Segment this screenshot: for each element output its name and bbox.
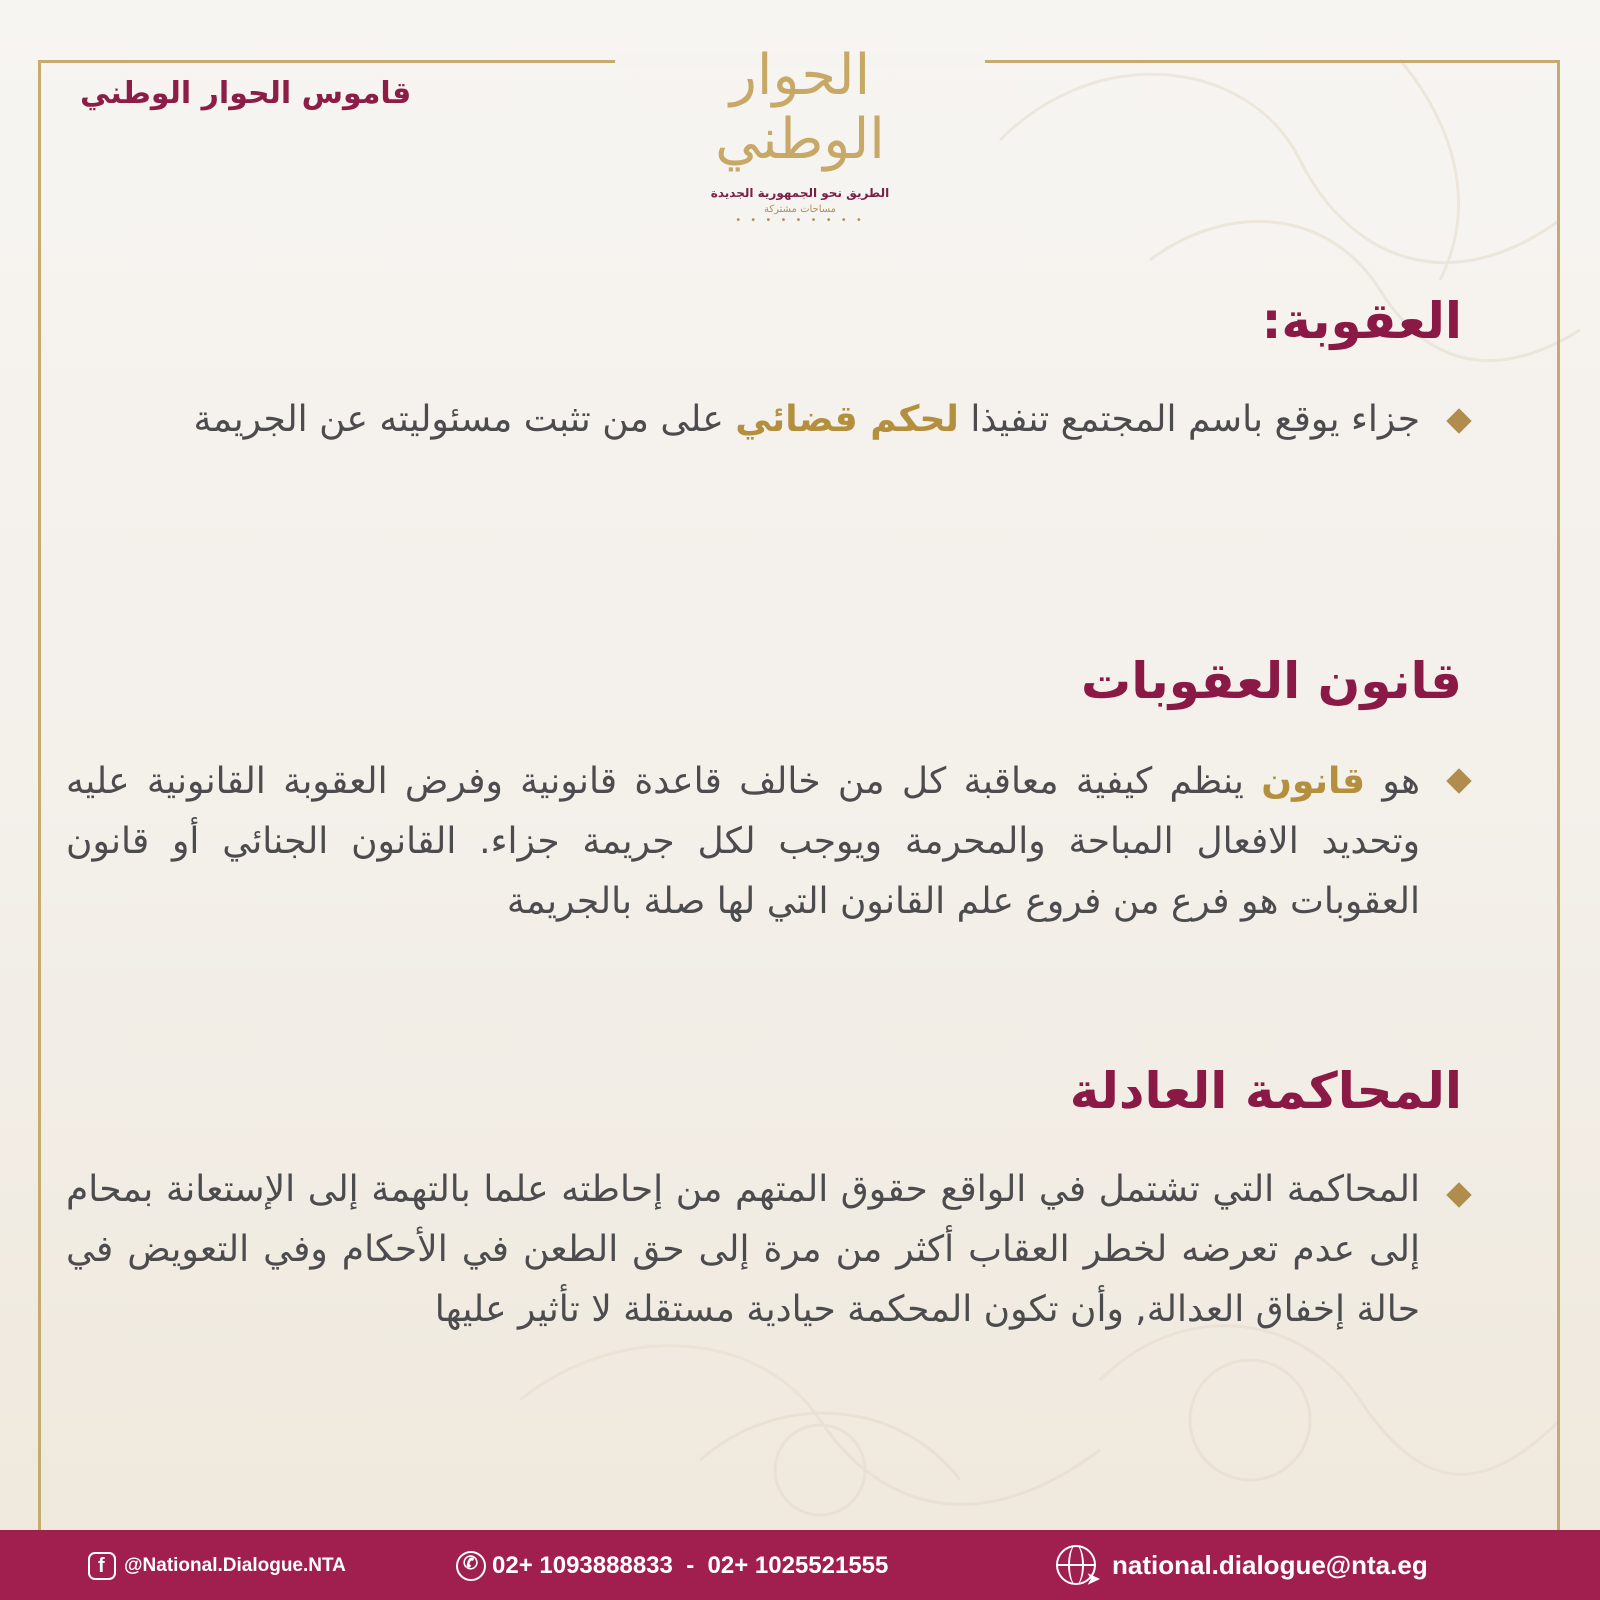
phone-numbers: 02+ 1093888833 - 02+ 1025521555 [492,1552,889,1579]
section-title-fair-trial: المحاكمة العادلة [1069,1062,1462,1120]
facebook-handle: @National.Dialogue.NTA [124,1555,346,1576]
footer-email[interactable] [1056,1543,1428,1587]
facebook-icon: f [88,1552,116,1580]
definition-penal-code [66,752,1420,932]
definition-text: على من تثبت مسئوليته عن الجريمة [193,399,736,440]
definition-highlight: قانون [1261,761,1366,802]
brand-title: قاموس الحوار الوطني [80,76,412,111]
logo-ornament: • • • • • • • • • [735,215,865,226]
footer-facebook[interactable] [88,1548,346,1584]
definition-text: جزاء يوقع باسم المجتمع تنفيذا [958,399,1420,440]
definition-fair-trial: المحاكمة التي تشتمل في الواقع حقوق المتهم من إحاطته علما بالتهمة إلى الإستعانة بمحام إلى عدم تعرضه لخطر العقاب أكثر من مرة إلى حق الطعن في الأحكام وفي التعويض في حالة إخفاق العدالة, وأن تكون المحكمة حيادية مستقلة لا تأثير عليها [66,1169,1420,1330]
definition-highlight: لحكم قضائي [735,399,959,440]
globe-icon [1056,1545,1100,1588]
section-title-penal-code: قانون العقوبات [1081,652,1462,710]
email-address: national.dialogue@nta.eg [1112,1549,1428,1580]
logo-subtitle: مساحات مشتركة [763,204,837,215]
footer-bar [0,1530,1600,1600]
definition-text: هو [1365,761,1421,802]
whatsapp-icon [456,1551,486,1581]
logo-calligraphy: الحوار الوطني [715,43,885,172]
definition-punishment [66,390,1420,450]
definition-text: ينظم كيفية معاقبة كل من خالف قاعدة قانونية وفرض العقوبة القانونية عليه وتحديد الافعال المباحة والمحرمة ويوجب لكل جريمة جزاء. القانون الجنائي أو قانون العقوبات هو فرع من فروع علم القانون التي لها صلة بالجريمة [66,761,1420,922]
cursor-icon: ➤ [1086,1571,1100,1588]
logo-tagline: الطريق نحو الجمهورية الجديدة [710,186,890,200]
section-title-punishment: العقوبة: [1261,292,1462,350]
national-dialogue-logo [660,26,940,226]
footer-phones[interactable] [456,1548,888,1584]
